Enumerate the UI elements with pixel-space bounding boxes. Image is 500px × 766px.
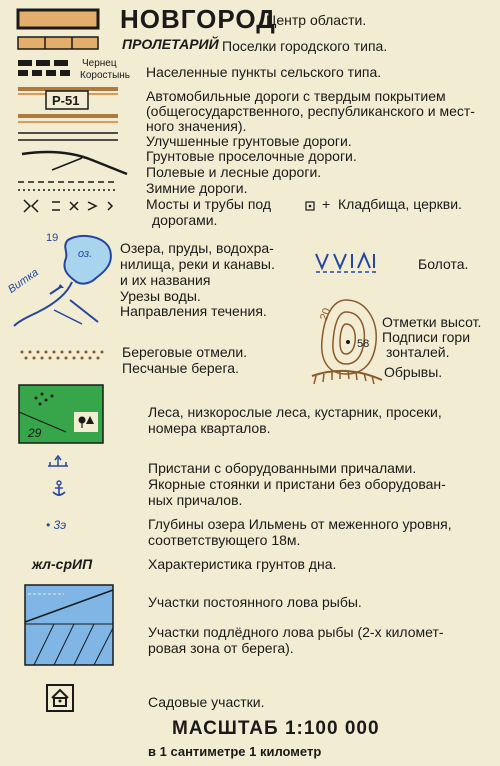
urban-settlement-symbol xyxy=(18,37,100,51)
hydro-desc-2: нилища, реки и канавы. xyxy=(120,256,275,272)
dirt-road-symbol xyxy=(22,148,132,178)
village-label-2: Коростынь xyxy=(80,70,131,81)
depth-sample: • 3э xyxy=(46,518,67,532)
roads-desc-4: Улучшенные грунтовые дороги. xyxy=(146,133,352,149)
bottom-soil-description: Характеристика грунтов дна. xyxy=(148,556,337,572)
roads-desc-7: Зимние дороги. xyxy=(146,180,248,196)
lake-label: оз. xyxy=(78,248,93,260)
piers-desc-1: Пристани с оборудованными причалами. xyxy=(148,460,417,476)
field-road-symbol xyxy=(18,178,128,194)
shore-desc-1: Береговые отмели. xyxy=(122,344,248,360)
spot-height-label: 58 xyxy=(357,338,370,350)
cemetery-description: Кладбища, церкви. xyxy=(338,196,462,212)
contour-cliff-symbol xyxy=(306,296,386,392)
hydro-desc-1: Озера, пруды, водохра- xyxy=(120,240,274,256)
pier-icon xyxy=(46,454,70,470)
bottom-soil-sample: жл-срИП xyxy=(32,556,93,572)
church-icon: + xyxy=(322,196,331,212)
fishing-ice-desc-2: ровая зона от берега). xyxy=(148,640,294,656)
relief-desc-2: Подписи гори xyxy=(382,329,471,345)
town-description: Поселки городского типа. xyxy=(222,38,388,54)
piers-desc-2: Якорные стоянки и пристани без оборудован- xyxy=(148,476,446,492)
roads-desc-3: ного значения). xyxy=(146,118,247,134)
shoal-symbol xyxy=(18,346,108,366)
roads-desc-1: Автомобильные дороги с твердым покрытием xyxy=(146,88,446,104)
relief-desc-1: Отметки высот. xyxy=(382,314,482,330)
depths-desc-2: соответствующего 18м. xyxy=(148,532,301,548)
city-label: НОВГОРОД xyxy=(120,4,276,34)
cemetery-icon xyxy=(304,200,318,212)
village-label-1: Чернец xyxy=(82,58,117,69)
villages-description: Населенные пункты сельского типа. xyxy=(146,64,382,80)
improved-dirt-road-symbol xyxy=(18,130,128,144)
gardens-description: Садовые участки. xyxy=(148,694,265,710)
bridges-desc-1: Мосты и трубы под xyxy=(146,196,272,212)
bridges-symbol xyxy=(24,198,134,214)
town-label: ПРОЛЕТАРИЙ xyxy=(122,36,219,52)
swamp-description: Болота. xyxy=(418,256,469,272)
forest-desc-2: номера кварталов. xyxy=(148,420,271,436)
piers-desc-3: ных причалов. xyxy=(148,492,243,508)
city-description: Центр области. xyxy=(266,12,367,28)
forest-desc-1: Леса, низкорослые леса, кустарник, просеки, xyxy=(148,404,442,420)
roads-desc-5: Грунтовые проселочные дороги. xyxy=(146,148,357,164)
relief-desc-4: Обрывы. xyxy=(384,364,443,380)
swamp-symbol xyxy=(316,250,382,276)
quarter-number: 29 xyxy=(28,426,42,440)
contour-label: 20 xyxy=(318,306,334,323)
roads-desc-6: Полевые и лесные дороги. xyxy=(146,164,322,180)
scale-title: МАСШТАБ 1:100 000 xyxy=(172,718,380,739)
regional-center-symbol xyxy=(18,10,100,30)
bridges-desc-2: дорогами. xyxy=(152,212,218,228)
garden-icon xyxy=(46,684,74,712)
fishing-ice-desc-1: Участки подлёдного лова рыбы (2-х километ- xyxy=(148,624,444,640)
water-level-label: 19 xyxy=(46,232,59,244)
shore-desc-2: Песчаные берега. xyxy=(122,360,239,376)
river-label: Витка xyxy=(6,266,41,296)
scale-subtitle: в 1 сантиметре 1 километр xyxy=(148,744,322,759)
depths-desc-1: Глубины озера Ильмень от меженного уровня, xyxy=(148,516,452,532)
rural-settlement-symbol xyxy=(18,60,78,78)
hydro-desc-4: Урезы воды. xyxy=(120,288,201,304)
anchor-icon xyxy=(51,480,67,498)
relief-desc-3: зонталей. xyxy=(386,344,450,360)
fishing-permanent-description: Участки постоянного лова рыбы. xyxy=(148,594,362,610)
road-sign-label: Р-51 xyxy=(52,93,80,108)
roads-desc-2: (общегосударственного, республиканского и мест- xyxy=(146,103,475,119)
fishing-area-symbol xyxy=(24,584,114,666)
hydro-desc-5: Направления течения. xyxy=(120,303,267,319)
hydro-desc-3: и их названия xyxy=(120,272,211,288)
